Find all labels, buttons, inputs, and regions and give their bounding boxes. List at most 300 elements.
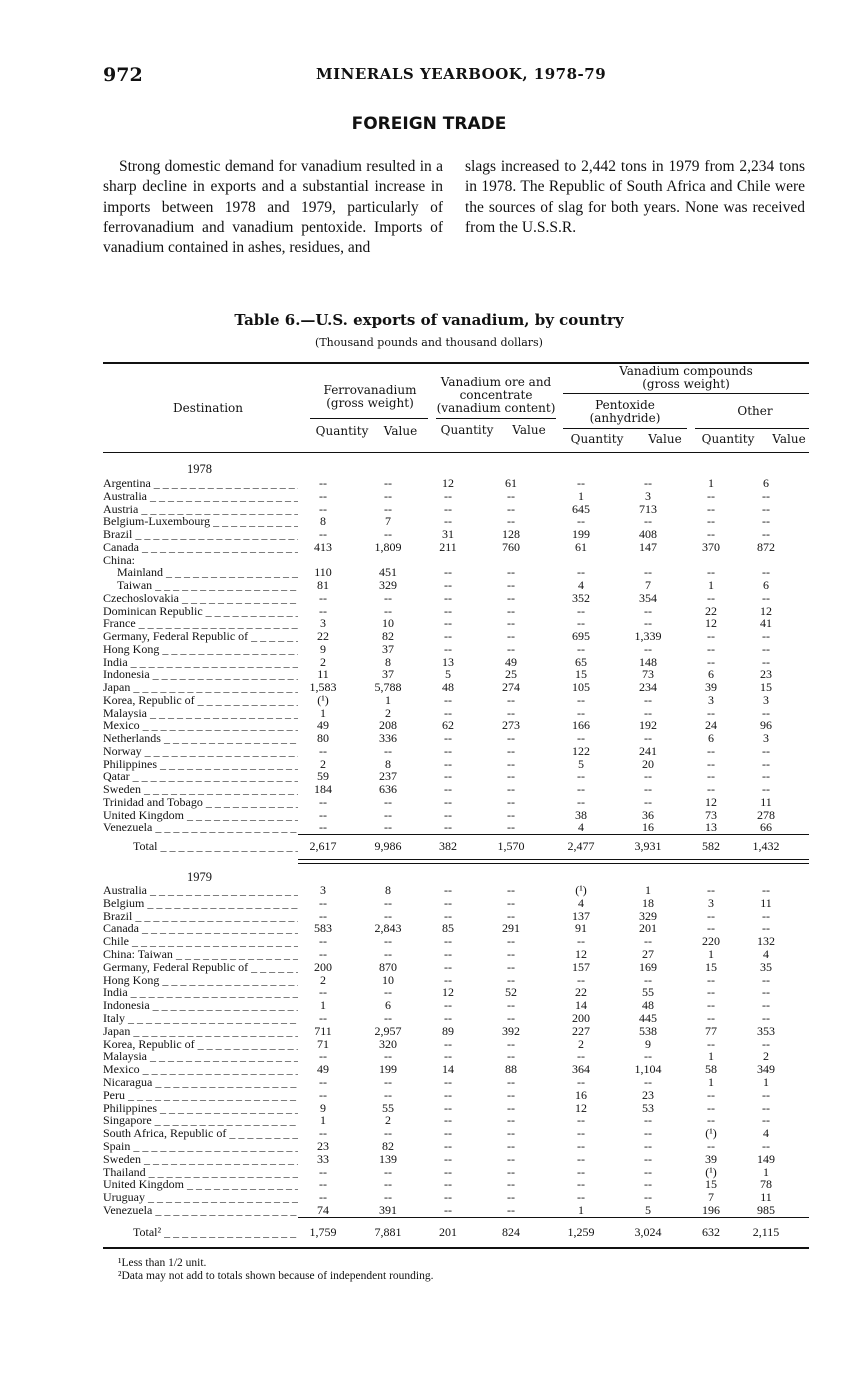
value-cell: -- xyxy=(762,565,770,580)
exports-table xyxy=(103,0,809,1379)
table-row xyxy=(103,617,809,630)
value-cell: -- xyxy=(644,1075,652,1089)
value-cell: 1 xyxy=(763,1075,769,1089)
value-cell: -- xyxy=(444,1113,452,1128)
value-cell: 15 xyxy=(575,667,587,682)
value-cell: 77 xyxy=(705,1023,717,1038)
value-cell: 13 xyxy=(705,820,717,835)
value-cell: 1 xyxy=(578,1203,584,1217)
value-cell: -- xyxy=(444,603,452,618)
value-cell: 1 xyxy=(708,476,714,490)
table-units: (Thousand pounds and thousand dollars) xyxy=(315,336,543,349)
value-cell: -- xyxy=(707,756,715,771)
value-cell: -- xyxy=(444,947,452,961)
value-cell: -- xyxy=(444,1087,452,1102)
value-cell: -- xyxy=(707,590,715,605)
total-1978-rule xyxy=(298,834,809,835)
value-cell: 55 xyxy=(382,1100,394,1115)
value-cell: -- xyxy=(507,1087,515,1102)
table-row xyxy=(103,732,809,745)
destination-cell: Taiwan _ _ _ xyxy=(117,579,298,592)
destination-cell: France _ _ _ xyxy=(103,617,298,630)
value-cell: 61 xyxy=(575,539,587,554)
value-cell: 1 xyxy=(578,488,584,503)
value-cell: -- xyxy=(384,488,392,503)
value-cell: -- xyxy=(762,488,770,503)
table-row xyxy=(103,1166,809,1179)
value-cell: 53 xyxy=(642,1100,654,1115)
value-cell: 139 xyxy=(379,1151,397,1166)
value-cell: 4 xyxy=(763,1126,769,1141)
value-cell: 74 xyxy=(317,1203,329,1217)
value-cell: 1,570 xyxy=(497,839,525,853)
table-row xyxy=(103,643,809,656)
value-cell: -- xyxy=(644,565,652,580)
value-cell: 237 xyxy=(379,769,397,784)
value-cell: 1,759 xyxy=(309,1225,337,1239)
value-cell: 199 xyxy=(572,527,590,541)
destination-cell: China: xyxy=(103,553,135,567)
value-cell: 352 xyxy=(572,590,590,605)
table-row xyxy=(103,503,809,516)
table-row xyxy=(103,961,809,974)
value-cell: 15 xyxy=(705,959,717,974)
value-cell: 20 xyxy=(642,756,654,771)
value-cell: 1 xyxy=(645,883,651,897)
destination-cell: Dominican Republic _ _ _ xyxy=(103,605,298,618)
value-cell: 122 xyxy=(572,743,590,758)
destination-cell: Belgium _ _ _ xyxy=(103,897,298,910)
table-row xyxy=(103,935,809,948)
value-cell: -- xyxy=(507,692,515,707)
value-cell: -- xyxy=(762,705,770,720)
value-cell: -- xyxy=(507,895,515,910)
value-cell: 220 xyxy=(702,934,720,949)
value-cell: -- xyxy=(507,794,515,809)
destination-cell: Indonesia _ _ _ xyxy=(103,999,298,1012)
value-cell: -- xyxy=(384,934,392,949)
value-cell: (¹) xyxy=(705,1164,717,1179)
value-cell: 2,843 xyxy=(374,921,402,936)
value-cell: -- xyxy=(577,641,585,656)
value-cell: -- xyxy=(707,565,715,580)
table-row xyxy=(103,1127,809,1140)
value-cell: 22 xyxy=(705,603,717,618)
value-cell: 12 xyxy=(442,476,454,490)
value-cell: 3 xyxy=(320,616,326,631)
table-row xyxy=(103,745,809,758)
destination-cell: Czechoslovakia _ _ _ xyxy=(103,592,298,605)
value-cell: 3 xyxy=(763,731,769,745)
value-cell: -- xyxy=(507,807,515,822)
destination-cell: Australia _ _ _ xyxy=(103,490,298,503)
value-cell: -- xyxy=(444,1100,452,1115)
value-cell: -- xyxy=(644,794,652,809)
value-cell: 23 xyxy=(317,1139,329,1153)
value-cell: -- xyxy=(444,1151,452,1166)
value-cell: 55 xyxy=(642,985,654,1000)
header-value-ore: Value xyxy=(512,423,546,437)
value-cell: -- xyxy=(644,1164,652,1179)
table-row xyxy=(103,1178,809,1191)
value-cell: 1 xyxy=(708,1075,714,1089)
value-cell: -- xyxy=(644,616,652,631)
value-cell: 695 xyxy=(572,629,590,643)
value-cell: 31 xyxy=(442,527,454,541)
value-cell: -- xyxy=(384,820,392,835)
table-row xyxy=(103,579,809,592)
value-cell: 3 xyxy=(320,883,326,897)
value-cell: -- xyxy=(762,654,770,669)
value-cell: -- xyxy=(577,476,585,490)
value-cell: (¹) xyxy=(317,692,329,707)
value-cell: -- xyxy=(444,1177,452,1192)
value-cell: 2 xyxy=(578,1036,584,1051)
value-cell: -- xyxy=(319,476,327,490)
value-cell: 27 xyxy=(642,947,654,961)
destination-cell: Uruguay _ _ _ xyxy=(103,1191,298,1204)
value-cell: -- xyxy=(444,1126,452,1141)
destination-cell: Sweden _ _ _ xyxy=(103,1153,298,1166)
value-cell: 1 xyxy=(708,947,714,961)
destination-cell: Hong Kong _ _ _ xyxy=(103,974,298,987)
value-cell: -- xyxy=(644,1177,652,1192)
value-cell: 713 xyxy=(639,501,657,516)
value-cell: 22 xyxy=(317,629,329,643)
section-title: FOREIGN TRADE xyxy=(351,114,507,134)
destination-cell: Malaysia _ _ _ xyxy=(103,707,298,720)
value-cell: -- xyxy=(762,743,770,758)
value-cell: 36 xyxy=(642,807,654,822)
value-cell: 24 xyxy=(705,718,717,733)
value-cell: 349 xyxy=(757,1062,775,1077)
value-cell: 2,477 xyxy=(567,839,595,853)
value-cell: 336 xyxy=(379,731,397,745)
destination-cell: Hong Kong _ _ _ xyxy=(103,643,298,656)
value-cell: 8 xyxy=(385,883,391,897)
value-cell: -- xyxy=(384,1190,392,1205)
value-cell: -- xyxy=(384,1011,392,1025)
table-row xyxy=(103,809,809,822)
value-cell: 157 xyxy=(572,959,590,974)
value-cell: -- xyxy=(384,476,392,490)
value-cell: 23 xyxy=(642,1087,654,1102)
value-cell: -- xyxy=(319,1164,327,1179)
value-cell: 78 xyxy=(760,1177,772,1192)
value-cell: -- xyxy=(762,1100,770,1115)
destination-cell: Brazil _ _ _ xyxy=(103,910,298,923)
value-cell: -- xyxy=(444,959,452,974)
body-text-right: slags increased to 2,442 tons in 1979 from 2,234 tons in 1978. The Republic of South Africa and Chile were the sources of slag for both years. None was received from the U.S.S.R. xyxy=(465,158,805,236)
value-cell: 1 xyxy=(708,1049,714,1064)
value-cell: 38 xyxy=(575,807,587,822)
value-cell: 6 xyxy=(763,476,769,490)
value-cell: -- xyxy=(577,705,585,720)
value-cell: -- xyxy=(319,1011,327,1025)
table-row xyxy=(103,1140,809,1153)
table-row xyxy=(103,948,809,961)
destination-cell: Thailand _ _ _ xyxy=(103,1166,298,1179)
value-cell: -- xyxy=(444,782,452,796)
value-cell: -- xyxy=(507,998,515,1013)
header-quantity-other: Quantity xyxy=(701,432,755,446)
value-cell: -- xyxy=(319,488,327,503)
value-cell: 58 xyxy=(705,1062,717,1077)
value-cell: 15 xyxy=(705,1177,717,1192)
table-row xyxy=(103,1025,809,1038)
value-cell: 2 xyxy=(320,756,326,771)
value-cell: -- xyxy=(507,820,515,835)
value-cell: -- xyxy=(762,514,770,529)
value-cell: -- xyxy=(762,501,770,516)
destination-cell: Spain _ _ _ xyxy=(103,1140,298,1153)
table-row xyxy=(103,515,809,528)
value-cell: 39 xyxy=(705,680,717,694)
value-cell: -- xyxy=(707,1036,715,1051)
table-row xyxy=(103,999,809,1012)
value-cell: -- xyxy=(507,1203,515,1217)
header-quantity-pentoxide: Quantity xyxy=(570,432,624,446)
value-cell: -- xyxy=(507,1177,515,1192)
table-row xyxy=(103,630,809,643)
table-title: Table 6.—U.S. exports of vanadium, by country xyxy=(234,311,624,329)
value-cell: -- xyxy=(577,1113,585,1128)
value-cell: (¹) xyxy=(705,1126,717,1141)
destination-cell: United Kingdom _ _ _ xyxy=(103,809,298,822)
value-cell: -- xyxy=(507,641,515,656)
value-cell: 59 xyxy=(317,769,329,784)
value-cell: 12 xyxy=(760,603,772,618)
destination-cell: Mexico _ _ _ xyxy=(103,1063,298,1076)
value-cell: -- xyxy=(762,1036,770,1051)
value-cell: -- xyxy=(444,501,452,516)
other-rule xyxy=(695,428,809,429)
destination-cell: Indonesia _ _ _ xyxy=(103,668,298,681)
table-row xyxy=(103,783,809,796)
value-cell: 10 xyxy=(382,972,394,987)
value-cell: 15 xyxy=(760,680,772,694)
value-cell: -- xyxy=(707,743,715,758)
table-row xyxy=(103,541,809,554)
value-cell: -- xyxy=(762,972,770,987)
value-cell: 2 xyxy=(320,972,326,987)
value-cell: -- xyxy=(444,794,452,809)
value-cell: 5 xyxy=(445,667,451,682)
value-cell: -- xyxy=(577,603,585,618)
header-other: Other xyxy=(737,404,773,418)
value-cell: 199 xyxy=(379,1062,397,1077)
value-cell: -- xyxy=(507,947,515,961)
value-cell: -- xyxy=(507,769,515,784)
destination-cell: Mexico _ _ _ xyxy=(103,719,298,732)
value-cell: 11 xyxy=(317,667,329,682)
value-cell: -- xyxy=(319,527,327,541)
footnote-2: ²Data may not add to totals shown because of independent rounding. xyxy=(118,1270,434,1282)
value-cell: -- xyxy=(707,998,715,1013)
destination-cell: Malaysia _ _ _ xyxy=(103,1050,298,1063)
table-row xyxy=(103,1204,809,1217)
value-cell: -- xyxy=(707,782,715,796)
year-label-1978: 1978 xyxy=(187,462,212,476)
value-cell: -- xyxy=(444,1190,452,1205)
value-cell: 6 xyxy=(763,578,769,592)
table-row xyxy=(103,668,809,681)
value-cell: -- xyxy=(762,527,770,541)
value-cell: 14 xyxy=(575,998,587,1013)
running-head: MINERALS YEARBOOK, 1978-79 xyxy=(316,65,607,83)
value-cell: 241 xyxy=(639,743,657,758)
destination-cell: Total² _ _ _ xyxy=(133,1226,298,1239)
value-cell: -- xyxy=(384,527,392,541)
table-row xyxy=(103,592,809,605)
value-cell: 636 xyxy=(379,782,397,796)
value-cell: -- xyxy=(707,514,715,529)
value-cell: -- xyxy=(444,883,452,897)
total-row xyxy=(103,840,809,853)
value-cell: -- xyxy=(444,1203,452,1217)
value-cell: -- xyxy=(384,590,392,605)
value-cell: 88 xyxy=(505,1062,517,1077)
value-cell: 1,259 xyxy=(567,1225,595,1239)
table-row xyxy=(103,821,809,834)
value-cell: -- xyxy=(644,731,652,745)
destination-cell: Chile _ _ _ xyxy=(103,935,298,948)
value-cell: 128 xyxy=(502,527,520,541)
destination-cell: Germany, Federal Republic of _ _ _ xyxy=(103,630,298,643)
value-cell: -- xyxy=(707,1011,715,1025)
page-number: 972 xyxy=(103,64,143,86)
destination-cell: Germany, Federal Republic of _ _ _ xyxy=(103,961,298,974)
value-cell: -- xyxy=(507,1113,515,1128)
value-cell: -- xyxy=(384,1164,392,1179)
value-cell: 62 xyxy=(442,718,454,733)
value-cell: -- xyxy=(507,782,515,796)
value-cell: 8 xyxy=(320,514,326,529)
table-row xyxy=(103,554,809,567)
value-cell: 149 xyxy=(757,1151,775,1166)
value-cell: -- xyxy=(507,883,515,897)
value-cell: -- xyxy=(444,743,452,758)
header-quantity-ore: Quantity xyxy=(440,423,494,437)
value-cell: 5,788 xyxy=(374,680,402,694)
value-cell: 391 xyxy=(379,1203,397,1217)
value-cell: -- xyxy=(762,590,770,605)
value-cell: 166 xyxy=(572,718,590,733)
value-cell: -- xyxy=(507,1126,515,1141)
value-cell: 110 xyxy=(314,565,332,580)
compounds-rule xyxy=(563,393,809,394)
value-cell: 354 xyxy=(639,590,657,605)
value-cell: -- xyxy=(507,1100,515,1115)
value-cell: 5 xyxy=(578,756,584,771)
value-cell: 49 xyxy=(505,654,517,669)
value-cell: -- xyxy=(644,1151,652,1166)
year-label-1979: 1979 xyxy=(187,870,212,884)
value-cell: 1 xyxy=(708,578,714,592)
value-cell: 196 xyxy=(702,1203,720,1217)
value-cell: 82 xyxy=(382,629,394,643)
destination-cell: Philippines _ _ _ xyxy=(103,1102,298,1115)
destination-cell: Korea, Republic of _ _ _ xyxy=(103,1038,298,1051)
value-cell: -- xyxy=(707,629,715,643)
value-cell: 192 xyxy=(639,718,657,733)
value-cell: -- xyxy=(577,972,585,987)
header-compounds: Vanadium compounds (gross weight) xyxy=(619,364,753,391)
value-cell: 3,024 xyxy=(634,1225,662,1239)
value-cell: -- xyxy=(507,590,515,605)
header-destination: Destination xyxy=(172,401,244,415)
value-cell: 33 xyxy=(317,1151,329,1166)
value-cell: -- xyxy=(707,527,715,541)
destination-cell: Belgium-Luxembourg _ _ _ xyxy=(103,515,298,528)
value-cell: 329 xyxy=(379,578,397,592)
value-cell: 208 xyxy=(379,718,397,733)
value-cell: 1 xyxy=(385,692,391,707)
value-cell: 1,432 xyxy=(752,839,780,853)
value-cell: -- xyxy=(384,1126,392,1141)
value-cell: 49 xyxy=(317,1062,329,1077)
value-cell: -- xyxy=(444,820,452,835)
destination-cell: Norway _ _ _ xyxy=(103,745,298,758)
value-cell: (¹) xyxy=(575,883,587,897)
table-row xyxy=(103,490,809,503)
value-cell: 12 xyxy=(575,1100,587,1115)
table-row xyxy=(103,694,809,707)
destination-cell: United Kingdom _ _ _ xyxy=(103,1178,298,1191)
value-cell: -- xyxy=(644,1113,652,1128)
table-row xyxy=(103,884,809,897)
value-cell: -- xyxy=(384,1049,392,1064)
value-cell: 211 xyxy=(439,539,457,554)
value-cell: -- xyxy=(384,1177,392,1192)
value-cell: -- xyxy=(444,895,452,910)
value-cell: -- xyxy=(577,794,585,809)
value-cell: -- xyxy=(577,769,585,784)
value-cell: -- xyxy=(384,1075,392,1089)
value-cell: 11 xyxy=(760,794,772,809)
value-cell: -- xyxy=(644,1049,652,1064)
value-cell: -- xyxy=(507,514,515,529)
value-cell: 234 xyxy=(639,680,657,694)
value-cell: 2,957 xyxy=(374,1023,402,1038)
value-cell: 7 xyxy=(708,1190,714,1205)
value-cell: -- xyxy=(507,934,515,949)
value-cell: 3 xyxy=(763,692,769,707)
value-cell: -- xyxy=(644,769,652,784)
value-cell: -- xyxy=(319,501,327,516)
value-cell: -- xyxy=(444,578,452,592)
destination-cell: Mainland _ _ _ xyxy=(117,566,298,579)
value-cell: -- xyxy=(444,1139,452,1153)
value-cell: 9 xyxy=(320,1100,326,1115)
destination-cell: Trinidad and Tobago _ _ _ xyxy=(103,796,298,809)
value-cell: 872 xyxy=(757,539,775,554)
value-cell: -- xyxy=(507,488,515,503)
value-cell: -- xyxy=(707,501,715,516)
value-cell: 11 xyxy=(760,1190,772,1205)
value-cell: 10 xyxy=(382,616,394,631)
table-row xyxy=(103,910,809,923)
value-cell: 274 xyxy=(502,680,520,694)
total-row xyxy=(103,1226,809,1239)
value-cell: 2 xyxy=(385,705,391,720)
value-cell: 11 xyxy=(760,895,772,910)
value-cell: -- xyxy=(644,782,652,796)
value-cell: 13 xyxy=(442,654,454,669)
value-cell: -- xyxy=(384,807,392,822)
value-cell: 14 xyxy=(442,1062,454,1077)
value-cell: 9,986 xyxy=(374,839,402,853)
